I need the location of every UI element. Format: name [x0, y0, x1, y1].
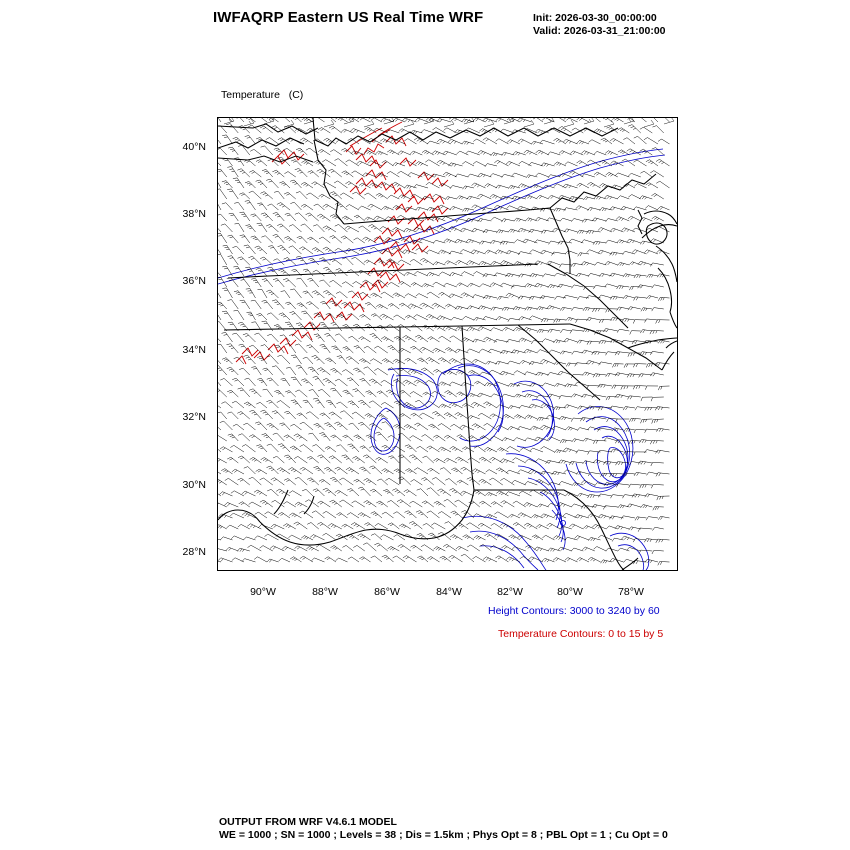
footer-line-2: WE = 1000 ; SN = 1000 ; Levels = 38 ; Dis = 1.5km ; Phys Opt = 8 ; PBL Opt = 1 ; Cu Opt = 0	[219, 829, 668, 841]
height-contours-caption: Height Contours: 3000 to 3240 by 60	[488, 605, 660, 617]
ytick-36n: 36°N	[182, 275, 206, 287]
ytick-28n: 28°N	[182, 546, 206, 558]
ytick-32n: 32°N	[182, 411, 206, 423]
xtick-86w: 86°W	[374, 586, 400, 598]
xtick-82w: 82°W	[497, 586, 523, 598]
valid-time: Valid: 2026-03-31_21:00:00	[533, 25, 666, 37]
legend-temperature: Temperature (C)	[221, 89, 304, 101]
temperature-contours-caption: Temperature Contours: 0 to 15 by 5	[498, 628, 664, 640]
init-time: Init: 2026-03-30_00:00:00	[533, 12, 657, 24]
page-title: IWFAQRP Eastern US Real Time WRF	[213, 9, 484, 26]
ytick-40n: 40°N	[182, 141, 206, 153]
xtick-78w: 78°W	[618, 586, 644, 598]
ytick-34n: 34°N	[182, 344, 206, 356]
ytick-38n: 38°N	[182, 208, 206, 220]
xtick-84w: 84°W	[436, 586, 462, 598]
xtick-90w: 90°W	[250, 586, 276, 598]
ytick-30n: 30°N	[182, 479, 206, 491]
init-valid-block	[533, 12, 666, 38]
model-output-footer	[219, 816, 668, 842]
xtick-88w: 88°W	[312, 586, 338, 598]
footer-line-1: OUTPUT FROM WRF V4.6.1 MODEL	[219, 816, 397, 828]
map-plot-area[interactable]	[217, 117, 678, 571]
xtick-80w: 80°W	[557, 586, 583, 598]
